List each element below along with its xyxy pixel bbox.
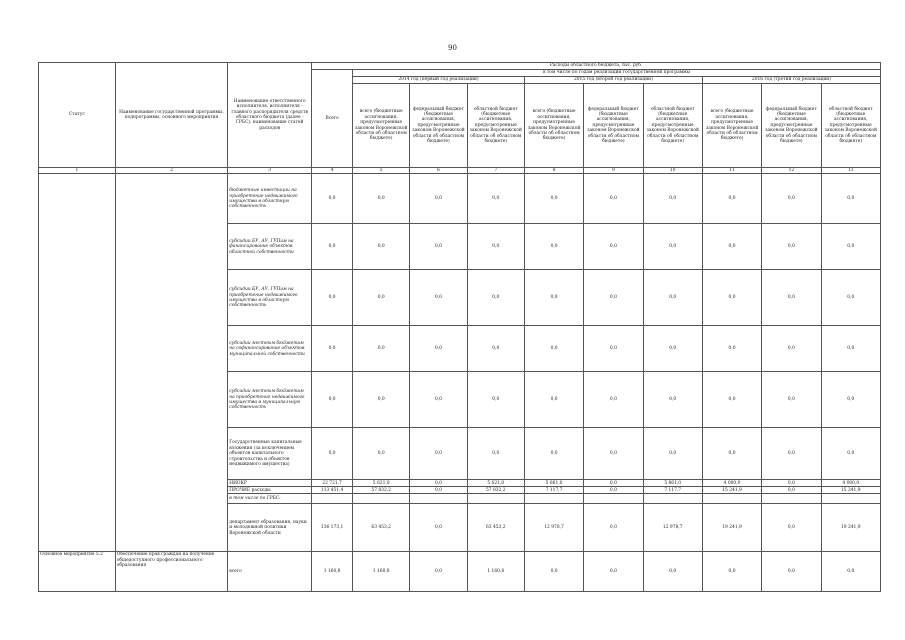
header-year-2016: 2016 год (третий год реализации) [702, 77, 880, 84]
value-cell: 0,0 [524, 326, 583, 372]
program-cell [115, 487, 228, 494]
header-all-2016: всего (бюджетные ассигнования, предусмотренные законом Воронежской области об областном бюджете) [702, 84, 761, 168]
header-fed-2015: федеральный бюджет (бюджетные ассигнования, предусмотренные законом Воронежской области об областном бюджете) [584, 84, 643, 168]
dept-label: департамент образования, науки и молодежной политики Воронежской области [228, 504, 312, 552]
value-cell: 113 451,4 [312, 487, 353, 494]
header-status: Статус [39, 63, 116, 168]
value-cell: 1 160,8 [312, 552, 353, 592]
value-cell: 0,0 [524, 224, 583, 270]
value-cell: 0,0 [353, 428, 410, 480]
budget-table [38, 62, 881, 592]
empty-cell [762, 494, 821, 504]
value-cell: 0,0 [584, 224, 643, 270]
value-cell: 0,0 [467, 428, 524, 480]
program-cell [115, 494, 228, 504]
value-cell: 0,0 [524, 174, 583, 224]
row-label: Государственные капитальные вложения (за исключением объектов капитального строительства и объектов недвижимого имущества) [228, 428, 312, 480]
value-cell: 15 241,9 [821, 487, 880, 494]
header-all-2015: всего (бюджетные ассигнования, предусмотренные законом Воронежской области об областном бюджете) [524, 84, 583, 168]
value-cell: 0,0 [410, 224, 467, 270]
col-number: 9 [584, 168, 643, 174]
value-cell: 0,0 [821, 174, 880, 224]
value-cell: 0,0 [410, 174, 467, 224]
value-cell: 0,0 [821, 326, 880, 372]
value-cell: 0,0 [762, 480, 821, 487]
row-label: ПРОЧИЕ расходы [228, 487, 312, 494]
header-fed-2016: федеральный бюджет (бюджетные ассигнования, предусмотренные законом Воронежской области об областном бюджете) [762, 84, 821, 168]
value-cell: 0,0 [821, 224, 880, 270]
grbs-label: в том числе по ГРБС: [228, 494, 312, 504]
value-cell: 0,0 [353, 224, 410, 270]
value-cell: 0,0 [584, 326, 643, 372]
value-cell: 0,0 [524, 552, 583, 592]
value-cell: 12 978,7 [643, 504, 702, 552]
value-cell: 19 241,9 [821, 504, 880, 552]
value-cell: 22 721,7 [312, 480, 353, 487]
value-cell: 1 160,8 [467, 552, 524, 592]
value-cell: 0,0 [702, 428, 761, 480]
value-cell: 0,0 [312, 174, 353, 224]
header-reg-2015: областной бюджет (бюджетные ассигнования, предусмотренные законом Воронежской области об областном бюджете) [643, 84, 702, 168]
col-number: 13 [821, 168, 880, 174]
program-cell [115, 224, 228, 270]
col-number: 10 [643, 168, 702, 174]
value-cell: 0,0 [762, 270, 821, 326]
value-cell: 0,0 [702, 174, 761, 224]
header-year-2015: 2015 год (второй год реализации) [524, 77, 702, 84]
value-cell: 0,0 [584, 487, 643, 494]
table-row [39, 270, 881, 326]
value-cell: 0,0 [524, 428, 583, 480]
main-event-row [39, 552, 881, 592]
value-cell: 0,0 [410, 270, 467, 326]
row-label: субсидии местным бюджетам на приобретение недвижимого имущества в муниципальную собственность [228, 372, 312, 428]
header-reg-2014: областной бюджет (бюджетные ассигнования, предусмотренные законом Воронежской области об областном бюджете) [467, 84, 524, 168]
value-cell: 0,0 [467, 326, 524, 372]
col-number: 5 [353, 168, 410, 174]
status-cell [39, 372, 116, 428]
table-row [39, 224, 881, 270]
empty-cell [410, 494, 467, 504]
col-number: 8 [524, 168, 583, 174]
value-cell: 0,0 [821, 372, 880, 428]
value-cell: 0,0 [467, 372, 524, 428]
value-cell: 0,0 [762, 552, 821, 592]
col-number: 1 [39, 168, 116, 174]
value-cell: 0,0 [467, 270, 524, 326]
value-cell: 0,0 [702, 270, 761, 326]
value-cell: 0,0 [643, 270, 702, 326]
header-fed-2014: федеральный бюджет (бюджетные ассигнования, предусмотренные законом Воронежской области об областном бюджете) [410, 84, 467, 168]
status-cell [39, 494, 116, 504]
value-cell: 57 832,2 [353, 487, 410, 494]
col-number: 6 [410, 168, 467, 174]
value-cell: 0,0 [584, 372, 643, 428]
value-cell: 136 173,1 [312, 504, 353, 552]
value-cell: 0,0 [762, 428, 821, 480]
program-cell [115, 326, 228, 372]
row-label: субсидии БУ, АУ, ГУПам на приобретение недвижимого имущества в областную собственность [228, 270, 312, 326]
value-cell: 0,0 [312, 372, 353, 428]
value-cell: 0,0 [702, 372, 761, 428]
value-cell: 0,0 [410, 480, 467, 487]
program-cell [115, 480, 228, 487]
col-number: 3 [228, 168, 312, 174]
value-cell: 0,0 [643, 372, 702, 428]
value-cell: 0,0 [643, 224, 702, 270]
program-cell [115, 174, 228, 224]
empty-cell [643, 494, 702, 504]
value-cell: 12 978,7 [524, 504, 583, 552]
value-cell: 0,0 [410, 552, 467, 592]
value-cell: 0,0 [584, 504, 643, 552]
row-label: субсидии БУ, АУ, ГУПам на финансирование объектов областной собственности [228, 224, 312, 270]
status-cell [39, 480, 116, 487]
col-number: 12 [762, 168, 821, 174]
value-cell: 0,0 [410, 372, 467, 428]
value-cell: 5 861,0 [524, 480, 583, 487]
program-cell [115, 504, 228, 552]
value-cell: 0,0 [762, 372, 821, 428]
value-cell: 0,0 [467, 174, 524, 224]
program-cell [115, 270, 228, 326]
header-all-2014: всего (бюджетные ассигнования, предусмотренные законом Воронежской области об областном бюджете) [353, 84, 410, 168]
status-cell [39, 428, 116, 480]
value-cell: 0,0 [312, 270, 353, 326]
table-row [39, 174, 881, 224]
col-number: 11 [702, 168, 761, 174]
status-cell [39, 326, 116, 372]
value-cell: 0,0 [643, 326, 702, 372]
status-cell [39, 224, 116, 270]
grbs-row [39, 494, 881, 504]
main-event-name: Обеспечение прав граждан на получение общедоступного профессионального образования [115, 552, 228, 592]
value-cell: 0,0 [762, 487, 821, 494]
value-cell: 0,0 [312, 224, 353, 270]
page-number: 90 [448, 44, 457, 52]
value-cell: 0,0 [410, 428, 467, 480]
value-cell: 0,0 [643, 428, 702, 480]
value-cell: 0,0 [584, 552, 643, 592]
value-cell: 5 621,0 [353, 480, 410, 487]
value-cell: 0,0 [643, 174, 702, 224]
value-cell: 0,0 [410, 326, 467, 372]
row-label: бюджетные инвестиции на приобретение недвижимого имущества в областную собственность [228, 174, 312, 224]
value-cell: 0,0 [762, 174, 821, 224]
header-reg-2016: областной бюджет (бюджетные ассигнования, предусмотренные законом Воронежской области об областном бюджете) [821, 84, 880, 168]
value-cell: 0,0 [524, 270, 583, 326]
value-cell: 0,0 [353, 174, 410, 224]
value-cell: 0,0 [584, 428, 643, 480]
table-row [39, 428, 881, 480]
table-row [39, 487, 881, 494]
value-cell: 63 453,2 [467, 504, 524, 552]
status-cell [39, 270, 116, 326]
value-cell: 0,0 [762, 326, 821, 372]
row-label: НИОКР [228, 480, 312, 487]
value-cell: 7 117,7 [524, 487, 583, 494]
value-cell: 0,0 [467, 224, 524, 270]
value-cell: 0,0 [410, 487, 467, 494]
empty-cell [312, 494, 353, 504]
value-cell: 0,0 [524, 372, 583, 428]
dept-row [39, 504, 881, 552]
value-cell: 63 453,2 [353, 504, 410, 552]
value-cell: 4 000,0 [702, 480, 761, 487]
table-row [39, 480, 881, 487]
status-cell [39, 174, 116, 224]
empty-cell [467, 494, 524, 504]
value-cell: 5 621,0 [467, 480, 524, 487]
value-cell: 0,0 [584, 270, 643, 326]
header-total: Всего [312, 70, 353, 168]
table-row [39, 326, 881, 372]
empty-cell [584, 494, 643, 504]
value-cell: 0,0 [702, 552, 761, 592]
header-responsible: Наименование ответственного исполнителя, исполнителя - главного распорядителя средств областного бюджета (далее - ГРБС), наименование статей расходов [228, 63, 312, 168]
value-cell: 0,0 [702, 224, 761, 270]
value-cell: 0,0 [702, 326, 761, 372]
main-event-status: Основное мероприятие 5.2 [39, 552, 116, 592]
value-cell: 7 117,7 [643, 487, 702, 494]
status-cell [39, 487, 116, 494]
program-cell [115, 428, 228, 480]
value-cell: 0,0 [410, 504, 467, 552]
table-row [39, 372, 881, 428]
value-cell: 0,0 [353, 372, 410, 428]
value-cell: 57 832,2 [467, 487, 524, 494]
value-cell: 0,0 [762, 504, 821, 552]
value-cell: 15 241,9 [702, 487, 761, 494]
header-expenses: Расходы областного бюджета, тыс. руб. [312, 63, 881, 70]
row-label: субсидии местным бюджетам на софинансирование объектов муниципальной собственности [228, 326, 312, 372]
value-cell: 19 241,9 [702, 504, 761, 552]
col-number: 2 [115, 168, 228, 174]
header-year-2014: 2014 год (первый год реализации) [353, 77, 525, 84]
value-cell: 4 000,0 [821, 480, 880, 487]
value-cell: 0,0 [353, 270, 410, 326]
main-event-label: всего [228, 552, 312, 592]
value-cell: 0,0 [312, 326, 353, 372]
value-cell: 0,0 [821, 270, 880, 326]
col-number: 7 [467, 168, 524, 174]
empty-cell [702, 494, 761, 504]
value-cell: 0,0 [584, 174, 643, 224]
value-cell: 0,0 [312, 428, 353, 480]
value-cell: 5 861,0 [643, 480, 702, 487]
value-cell: 0,0 [762, 224, 821, 270]
empty-cell [821, 494, 880, 504]
value-cell: 0,0 [821, 428, 880, 480]
empty-cell [524, 494, 583, 504]
value-cell: 0,0 [584, 480, 643, 487]
status-cell [39, 504, 116, 552]
value-cell: 0,0 [643, 552, 702, 592]
empty-cell [353, 494, 410, 504]
value-cell: 0,0 [353, 326, 410, 372]
program-cell [115, 372, 228, 428]
header-by-years: в том числе по годам реализации государственной программы [353, 70, 881, 77]
col-number: 4 [312, 168, 353, 174]
header-program-name: Наименование государственной программы, подпрограммы, основного мероприятия [115, 63, 228, 168]
value-cell: 0,0 [821, 552, 880, 592]
value-cell: 1 160,8 [353, 552, 410, 592]
